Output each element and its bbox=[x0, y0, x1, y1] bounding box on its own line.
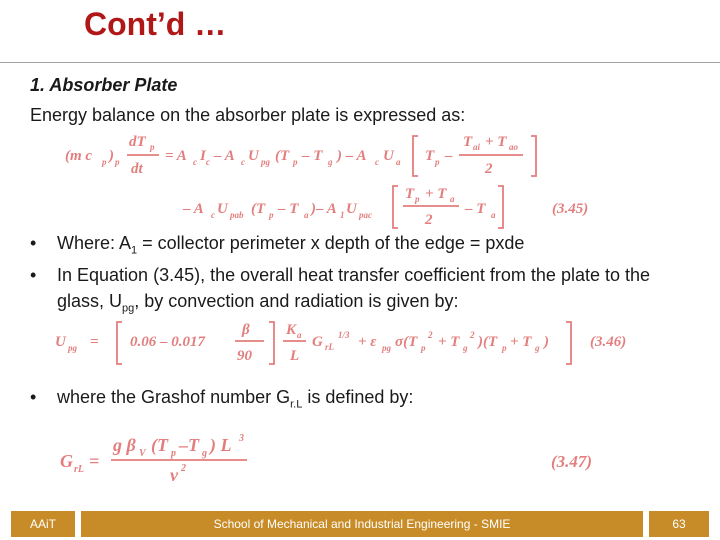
svg-text:(T: (T bbox=[275, 148, 290, 164]
svg-text:p: p bbox=[115, 157, 120, 167]
svg-text:v: v bbox=[170, 465, 178, 485]
svg-text:1: 1 bbox=[340, 210, 345, 220]
svg-text:)(T: )(T bbox=[478, 334, 498, 350]
bullet-text-end: , by convection and radiation is given by: bbox=[134, 291, 459, 311]
svg-text:+ T: + T bbox=[425, 186, 447, 202]
svg-text:a: a bbox=[450, 194, 455, 204]
svg-text:rL: rL bbox=[74, 464, 84, 475]
svg-text:pg: pg bbox=[68, 343, 77, 353]
svg-text:a: a bbox=[297, 330, 302, 340]
svg-text:– A: – A bbox=[183, 201, 204, 217]
svg-text:T: T bbox=[425, 148, 435, 164]
svg-text:g: g bbox=[535, 343, 540, 353]
svg-text:I: I bbox=[200, 148, 206, 164]
bullet-item-where bbox=[30, 230, 700, 264]
svg-text:c: c bbox=[211, 210, 215, 220]
svg-text:dT: dT bbox=[129, 134, 146, 150]
svg-text:pab: pab bbox=[230, 210, 244, 220]
svg-text:+ T: + T bbox=[510, 334, 532, 350]
equation-3-47 bbox=[55, 425, 625, 495]
svg-text:pg: pg bbox=[261, 157, 270, 167]
svg-text:2: 2 bbox=[470, 330, 475, 340]
svg-text:β: β bbox=[242, 322, 250, 338]
svg-text:dt: dt bbox=[131, 161, 143, 177]
svg-text:+ T: + T bbox=[485, 134, 507, 150]
equation-number-3-45: (3.45) bbox=[552, 201, 589, 217]
bullet-text: In Equation (3.45), the overall heat transfer coefficient from the plate to the glass, U bbox=[57, 265, 651, 311]
svg-text:σ(T: σ(T bbox=[395, 334, 418, 350]
svg-text:) L: ) L bbox=[210, 435, 232, 455]
svg-text:p: p bbox=[150, 142, 155, 152]
svg-text:2: 2 bbox=[425, 212, 433, 228]
svg-text:p: p bbox=[415, 194, 420, 204]
svg-text:V: V bbox=[139, 448, 146, 459]
bullet-subscript: pg bbox=[122, 302, 135, 315]
svg-text:p: p bbox=[435, 157, 440, 167]
svg-text:pac: pac bbox=[359, 210, 372, 220]
intro-text: Energy balance on the absorber plate is expressed as: bbox=[30, 105, 466, 125]
svg-text:U: U bbox=[217, 201, 228, 217]
svg-text:a: a bbox=[304, 210, 309, 220]
svg-text:2: 2 bbox=[485, 161, 493, 177]
svg-text:+ T: + T bbox=[438, 334, 460, 350]
svg-text:(T: (T bbox=[251, 201, 266, 217]
bullet-subscript: 1 bbox=[131, 244, 138, 257]
svg-text:): ) bbox=[109, 148, 114, 164]
bullet-marker: • bbox=[30, 387, 37, 407]
footer-left-label: AAiT bbox=[10, 510, 76, 538]
bullet-subscript: r.L bbox=[290, 398, 303, 411]
svg-text:–T: –T bbox=[179, 435, 199, 455]
svg-text:K: K bbox=[286, 322, 297, 338]
bullet-text: where the Grashof number G bbox=[57, 387, 291, 407]
equation-number-3-46: (3.46) bbox=[590, 334, 627, 350]
svg-text:G: G bbox=[60, 451, 73, 471]
bullet-marker: • bbox=[30, 265, 37, 285]
svg-text:p: p bbox=[293, 157, 298, 167]
svg-text:2: 2 bbox=[181, 463, 186, 474]
svg-text:U: U bbox=[55, 334, 66, 350]
slide-title: Cont’d … bbox=[84, 6, 227, 42]
svg-text:ao: ao bbox=[509, 142, 518, 152]
svg-text:=: = bbox=[90, 334, 99, 350]
svg-text:g: g bbox=[202, 448, 207, 459]
page-number: 63 bbox=[648, 510, 710, 538]
svg-text:)– A: )– A bbox=[311, 201, 337, 217]
svg-text:c: c bbox=[193, 157, 197, 167]
bullet-text: Where: A bbox=[57, 233, 132, 253]
slide-footer bbox=[0, 510, 720, 538]
svg-text:G: G bbox=[312, 334, 323, 350]
svg-text:T: T bbox=[405, 186, 415, 202]
svg-text:c: c bbox=[206, 157, 210, 167]
svg-text:rL: rL bbox=[325, 342, 334, 352]
svg-text:–: – bbox=[445, 148, 453, 164]
equation-number-3-47: (3.47) bbox=[551, 452, 593, 471]
svg-text:U: U bbox=[346, 201, 357, 217]
svg-text:90: 90 bbox=[237, 348, 252, 364]
svg-text:pg: pg bbox=[382, 343, 391, 353]
svg-text:): ) bbox=[544, 334, 549, 350]
bullet-text-end: is defined by: bbox=[302, 387, 414, 407]
svg-text:– A: – A bbox=[214, 148, 235, 164]
section-heading: 1. Absorber Plate bbox=[30, 75, 178, 95]
svg-text:a: a bbox=[396, 157, 401, 167]
svg-text:c: c bbox=[241, 157, 245, 167]
svg-text:– T: – T bbox=[302, 148, 323, 164]
svg-text:g: g bbox=[328, 157, 333, 167]
title-divider bbox=[0, 62, 720, 63]
svg-text:0.06 – 0.017: 0.06 – 0.017 bbox=[130, 334, 205, 350]
svg-text:L: L bbox=[290, 348, 300, 364]
bullet-marker: • bbox=[30, 233, 37, 253]
bullet-text-end: = collector perimeter x depth of the edge = pxde bbox=[137, 233, 525, 253]
svg-text:p: p bbox=[502, 343, 507, 353]
footer-center-label: School of Mechanical and Industrial Engineering - SMIE bbox=[80, 510, 644, 538]
svg-text:T: T bbox=[463, 134, 473, 150]
svg-text:– T: – T bbox=[465, 201, 486, 217]
svg-text:) – A: ) – A bbox=[337, 148, 367, 164]
svg-text:1/3: 1/3 bbox=[338, 330, 350, 340]
equation-3-45 bbox=[55, 128, 625, 236]
svg-text:p: p bbox=[421, 343, 426, 353]
svg-text:U: U bbox=[383, 148, 394, 164]
bullet-item-equation-345 bbox=[30, 262, 700, 322]
svg-text:(T: (T bbox=[151, 435, 168, 455]
svg-text:3: 3 bbox=[239, 433, 244, 444]
svg-text:p: p bbox=[171, 448, 176, 459]
svg-text:p: p bbox=[269, 210, 274, 220]
svg-text:a: a bbox=[491, 210, 496, 220]
svg-text:g: g bbox=[463, 343, 468, 353]
equation-3-46 bbox=[50, 318, 660, 370]
svg-text:(m c: (m c bbox=[65, 148, 93, 164]
svg-text:=: = bbox=[89, 451, 100, 471]
svg-text:– T: – T bbox=[278, 201, 299, 217]
svg-text:+ ε: + ε bbox=[358, 334, 377, 350]
svg-text:U: U bbox=[248, 148, 259, 164]
svg-text:g β: g β bbox=[113, 435, 136, 455]
svg-text:p: p bbox=[102, 157, 107, 167]
svg-text:2: 2 bbox=[428, 330, 433, 340]
svg-text:ai: ai bbox=[473, 142, 481, 152]
svg-text:c: c bbox=[375, 157, 379, 167]
bullet-item-grashof bbox=[30, 384, 700, 418]
svg-text:= A: = A bbox=[165, 148, 187, 164]
